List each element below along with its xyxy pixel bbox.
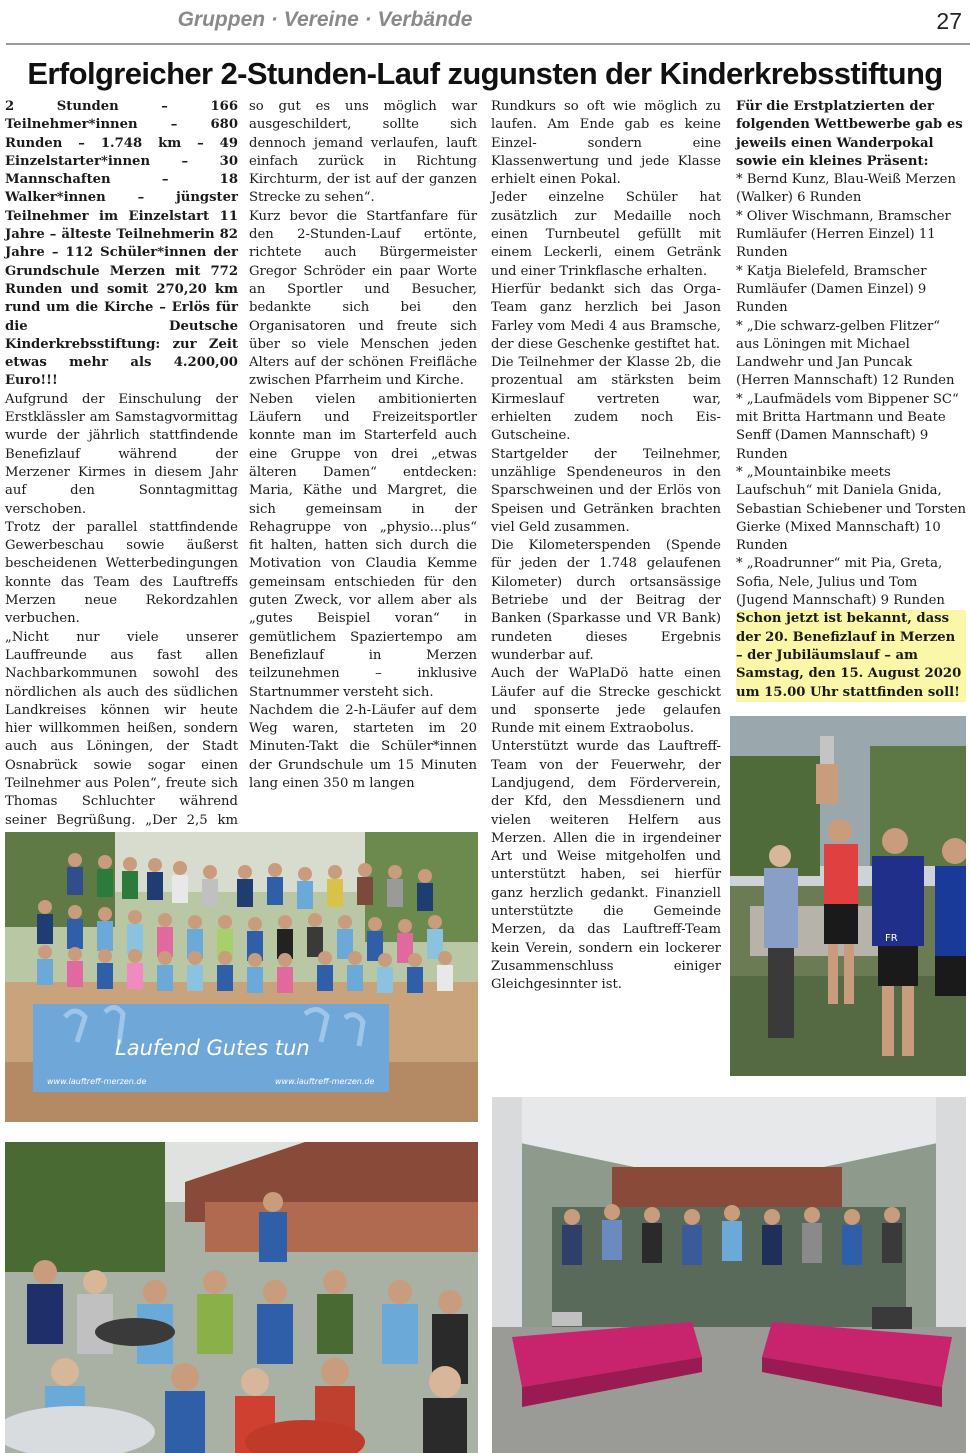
banner-slogan: Laufend Gutes tun bbox=[115, 1036, 310, 1060]
crowd-photo bbox=[5, 1142, 478, 1453]
article-column-3 bbox=[491, 98, 721, 995]
trophy-photo bbox=[730, 716, 966, 1076]
page-header bbox=[0, 0, 970, 44]
prize-item: * Bernd Kunz, Blau-Weiß Merzen (Walker) 6 Runden bbox=[736, 172, 956, 206]
man-in-jacket bbox=[764, 845, 798, 1038]
article-column-4 bbox=[736, 98, 966, 702]
section-title: Gruppen · Vereine · Verbände bbox=[177, 8, 473, 31]
crowd-photo-illustration bbox=[5, 1142, 478, 1453]
paragraph: Die Kilometerspenden (Spende für jeden der 1.748 gelaufenen Kilometer) durch ortsansässige Betriebe und der Beitrag der Banken (Sparkasse und VR Bank) rundeten dieses Ergebnis wunderbar auf. bbox=[491, 538, 721, 663]
paragraph: Neben vielen ambitionierten Läufern und Freizeitsportler konnte man im Starterfeld auch eine Gruppe von drei „etwas älteren Damen“ entdecken: Maria, Käthe und Margret, die sich gemeinsam in der Rehagruppe von „physio...plus“ fit halten, hatten sich durch die Motivation von Claudia Kemme gemeinsam entschieden für den guten Zweck, vor allem aber als „gutes Beispiel voran“ in gemütlichem Spaziertempo am Benefizlauf in Merzen teilzunehmen – inklusive Startnummer versteht sich. bbox=[249, 391, 477, 700]
banner-url-right: www.lauftreff-merzen.de bbox=[275, 1077, 375, 1086]
group-photo-illustration bbox=[5, 832, 478, 1122]
prize-item: * Katja Bielefeld, Bramscher Rumläufer (Damen Einzel) 9 Runden bbox=[736, 263, 927, 316]
article-headline: Erfolgreicher 2-Stunden-Lauf zugunsten der Kinderkrebsstiftung bbox=[27, 56, 943, 91]
banner-url-left: www.lauftreff-merzen.de bbox=[47, 1077, 147, 1086]
paragraph: Startgelder der Teilnehmer, unzählige Spendeneuros in den Sparschweinen und der Erlös von Speisen und Getränken brachten viel Geld zusammen. bbox=[491, 446, 721, 535]
paragraph: Trotz der parallel stattfindende Gewerbeschau sowie äußerst bescheidenen Wetterbedingungen konnte das Team des Lauftreffs Merzen neue Rekordzahlen verbuchen. bbox=[5, 519, 238, 627]
article-column-1 bbox=[5, 98, 238, 848]
banner bbox=[33, 1004, 389, 1092]
paragraph: Hierfür bedankt sich das Orga-Team ganz herzlich bei Jason Farley vom Medi 4 aus Bramsche, der diese Geschenke gestiftet hat. bbox=[491, 281, 721, 352]
prize-item: * Oliver Wischmann, Bramscher Rumläufer (Herren Einzel) 11 Runden bbox=[736, 208, 951, 261]
paragraph: Nachdem die 2-h-Läufer auf dem Weg waren, starteten im 20 Minuten-Takt die Schüler*innen der Grundschule um 15 Minuten lang einen 350 m langen bbox=[249, 702, 477, 791]
tent-photo-illustration bbox=[492, 1097, 966, 1453]
prize-item: * „Mountainbike meets Laufschuh“ mit Daniela Gnida, Sebastian Schiebener und Torsten Gierke (Mixed Mannschaft) 10 Runden bbox=[736, 464, 966, 554]
prize-item: * „Die schwarz-gelben Flitzer“ aus Löningen mit Michael Landwehr und Jan Puncak (Herren Mannschaft) 12 Runden bbox=[736, 318, 955, 389]
article-column-2 bbox=[249, 98, 477, 793]
paragraph: Unterstützt wurde das Lauftreff-Team von der Feuerwehr, der Landjugend, dem Förderverein, der Kfd, den Messdienern und vielen weiteren Helfern aus Merzen. Allen die in irgendeiner Art und Weise mitgeholfen und unterstützt haben, sei hierfür ganz herzlich gedankt. Finanziell unterstützte die Gemeinde Merzen, da das Lauftreff-Team kein Verein, sondern ein lockerer Zusammenschluss einiger Gleichgesinnter ist. bbox=[491, 739, 721, 993]
trophy-photo-illustration bbox=[730, 716, 966, 1076]
group-photo bbox=[5, 832, 478, 1122]
paragraph: Die Teilnehmer der Klasse 2b, die prozentual am stärksten beim Kirmeslauf vertreten war, erhielten zudem noch Eis-Gutscheine. bbox=[491, 355, 721, 444]
crowd-of-people bbox=[562, 1204, 902, 1265]
prize-item: * „Laufmädels vom Bippener SC“ mit Britta Hartmann und Beate Senff (Damen Mannschaft) 9 Runden bbox=[736, 391, 959, 462]
paragraph: Jeder einzelne Schüler hat zusätzlich zur Medaille noch einen Turnbeutel gefüllt mit einem Leckerli, einem Getränk und einer Trinkflasche erhalten. bbox=[491, 190, 721, 279]
prize-intro: Für die Erstplatzierten der folgenden Wettbewerbe gab es jeweils einen Wanderpokal sowie ein kleines Präsent: bbox=[736, 99, 963, 169]
paragraph: Kurz bevor die Startfanfare für den 2-Stunden-Lauf ertönte, richtete auch Bürgermeister Gregor Schröder ein paar Worte an Sportler und Besucher, bedankte sich bei den Organisatoren und freute sich über so viele Menschen jeden Alters auf der schönen Freifläche zwischen Pfarrheim und Kirche. bbox=[249, 208, 477, 389]
paragraph: „Nicht nur viele unserer Lauffreunde aus fast allen Nachbarkommunen sowohl des nördlichen als auch des südlichen Landkreises können wir heute hier willkommen heißen, sondern auch aus Löningen, der Stadt Osnabrück sowie sogar einen Teilnehmer aus Polen“, freute sich Thomas Schluchter während seiner Begrüßung. „Der 2,5 km bbox=[5, 629, 238, 828]
paragraph: Aufgrund der Einschulung der Erstklässler am Samstagvormittag wurde der jährlich stattfindende Benefizlauf während der Merzener Kirmes in diesem Jahr auf den Sonntagmittag verschoben. bbox=[5, 391, 238, 517]
paragraph: Rundkurs so oft wie möglich zu laufen. Am Ende gab es keine Einzel- sondern eine Klassenwertung und jede Klasse erhielt einen Pokal. bbox=[491, 99, 721, 188]
paragraph: so gut es uns möglich war ausgeschildert, sollte sich dennoch jemand verlaufen, lauft einfach zurück in Richtung Kirchturm, der ist auf der ganzen Strecke zu sehen“. bbox=[249, 99, 477, 206]
prize-item: * „Roadrunner“ mit Pia, Greta, Sofia, Nele, Julius und Tom (Jugend Mannschaft) 9 Runden bbox=[736, 556, 945, 609]
header-divider bbox=[6, 43, 970, 45]
shirt-initials: FR bbox=[885, 933, 898, 944]
article-lead: 2 Stunden – 166 Teilnehmer*innen – 680 Runden – 1.748 km – 49 Einzelstarter*innen – 30 Mannschaften – 18 Walker*innen – jüngster Teilnehmer im Einzelstart 11 Jahre – älteste Teilnehmerin 82 Jahre – 112 Schüler*innen der Grundschule Merzen mit 772 Runden und somit 270,20 km rund um die Kirche – Erlös für die Deutsche Kinderkrebsstiftung: zur Zeit etwas mehr als 4.200,00 Euro!!! bbox=[5, 99, 238, 389]
page-number: 27 bbox=[936, 8, 962, 34]
paragraph: Auch der WaPlaDö hatte einen Läufer auf die Strecke geschickt und sponserte jede gelaufen Runde mit einem Extraobolus. bbox=[491, 666, 721, 737]
tent-photo bbox=[492, 1097, 966, 1453]
announcement-highlight: Schon jetzt ist bekannt, dass der 20. Benefizlauf in Merzen – der Jubiläumslauf – am Samstag, den 15. August 2020 um 15.00 Uhr stattfinden soll! bbox=[736, 610, 966, 701]
